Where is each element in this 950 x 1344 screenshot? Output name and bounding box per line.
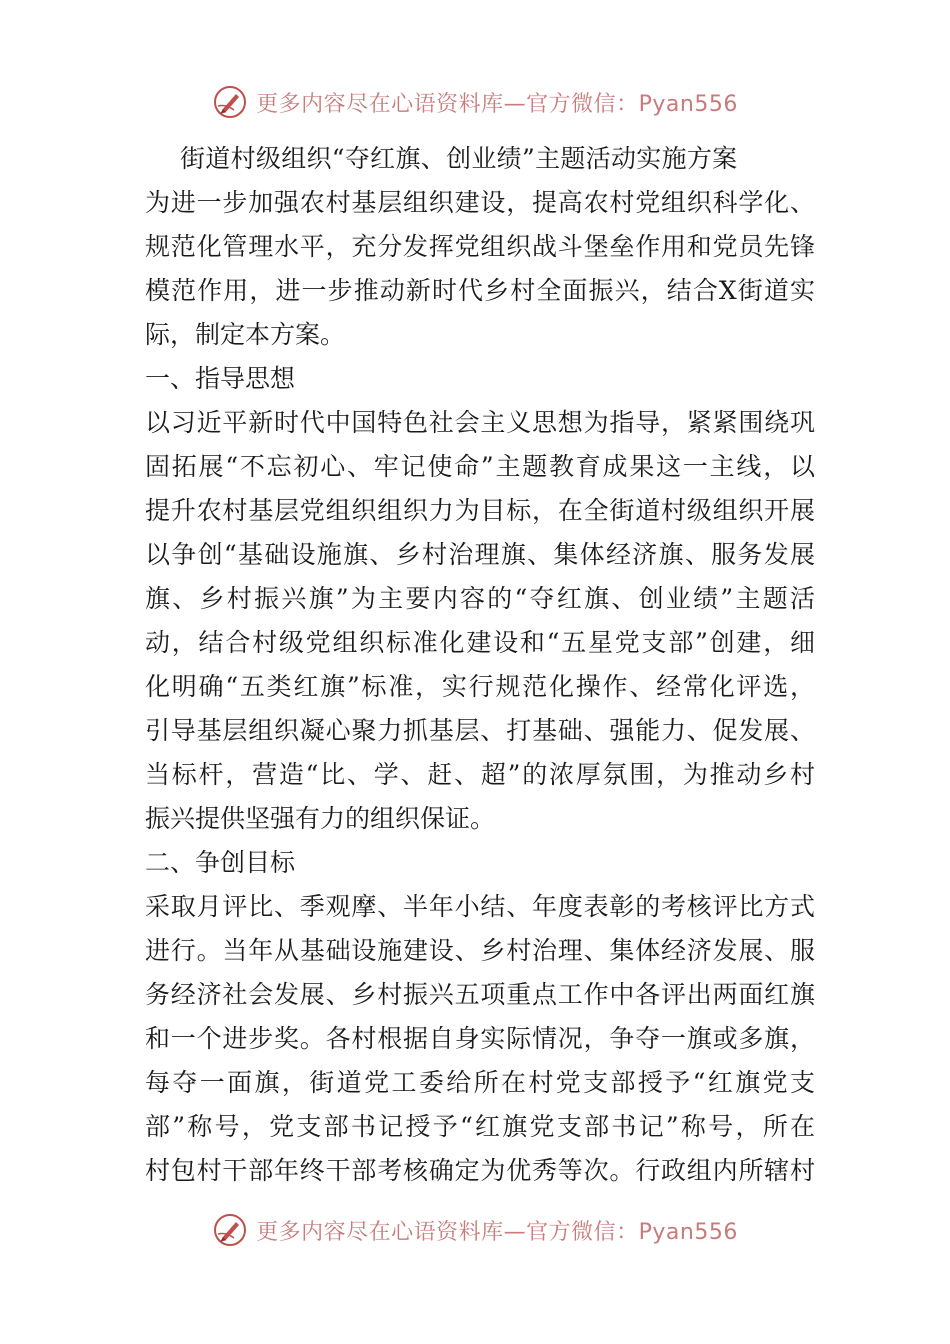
document-line: 为进一步加强农村基层组织建设，提高农村党组织科学化、 <box>145 188 815 217</box>
document-line: 村包村干部年终干部考核确定为优秀等次。行政组内所辖村 <box>145 1156 815 1185</box>
document-line: 际，制定本方案。 <box>145 320 346 349</box>
document-paragraphs <box>145 181 815 1193</box>
watermark-content <box>212 84 738 120</box>
watermark-text: 更多内容尽在心语资料库—官方微信：Pyan556 <box>256 91 738 117</box>
document-line: 固拓展“不忘初心、牢记使命”主题教育成果这一主线，以 <box>145 452 815 481</box>
document-line: 务经济社会发展、乡村振兴五项重点工作中各评出两面红旗 <box>145 980 815 1009</box>
watermark-banner-bottom <box>0 1208 950 1252</box>
document-line: 以习近平新时代中国特色社会主义思想为指导，紧紧围绕巩 <box>145 408 815 437</box>
watermark-text: 更多内容尽在心语资料库—官方微信：Pyan556 <box>256 1219 738 1245</box>
document-line: 部”称号，党支部书记授予“红旗党支部书记”称号，所在 <box>145 1112 815 1141</box>
document-line: 规范化管理水平，充分发挥党组织战斗堡垒作用和党员先锋 <box>145 232 815 261</box>
document-body <box>145 137 815 1193</box>
document-line: 采取月评比、季观摩、半年小结、年度表彰的考核评比方式 <box>145 892 815 921</box>
document-line: 模范作用，进一步推动新时代乡村全面振兴，结合X街道实 <box>145 276 815 305</box>
document-line: 进行。当年从基础设施建设、乡村治理、集体经济发展、服 <box>145 936 815 965</box>
document-line: 引导基层组织凝心聚力抓基层、打基础、强能力、促发展、 <box>145 716 815 745</box>
document-line: 动，结合村级党组织标准化建设和“五星党支部”创建，细 <box>145 628 815 657</box>
document-line: 一、指导思想 <box>145 364 296 393</box>
document-line: 每夺一面旗，街道党工委给所在村党支部授予“红旗党支 <box>145 1068 815 1097</box>
document-line: 当标杆，营造“比、学、赶、超”的浓厚氛围，为推动乡村 <box>145 760 815 789</box>
document-line: 化明确“五类红旗”标准，实行规范化操作、经常化评选， <box>145 672 815 701</box>
watermark-banner-top <box>0 80 950 124</box>
document-line: 提升农村基层党组织组织力为目标，在全街道村级组织开展 <box>145 496 815 525</box>
pen-logo-icon <box>212 84 248 120</box>
document-title: 街道村级组织“夺红旗、创业绩”主题活动实施方案 <box>180 144 738 173</box>
document-line: 振兴提供坚强有力的组织保证。 <box>145 804 496 833</box>
pen-logo-icon <box>212 1212 248 1248</box>
document-line: 以争创“基础设施旗、乡村治理旗、集体经济旗、服务发展 <box>145 540 815 569</box>
document-line: 和一个进步奖。各村根据自身实际情况，争夺一旗或多旗， <box>145 1024 815 1053</box>
watermark-content <box>212 1212 738 1248</box>
document-line: 二、争创目标 <box>145 848 296 877</box>
document-line: 旗、乡村振兴旗”为主要内容的“夺红旗、创业绩”主题活 <box>145 584 815 613</box>
